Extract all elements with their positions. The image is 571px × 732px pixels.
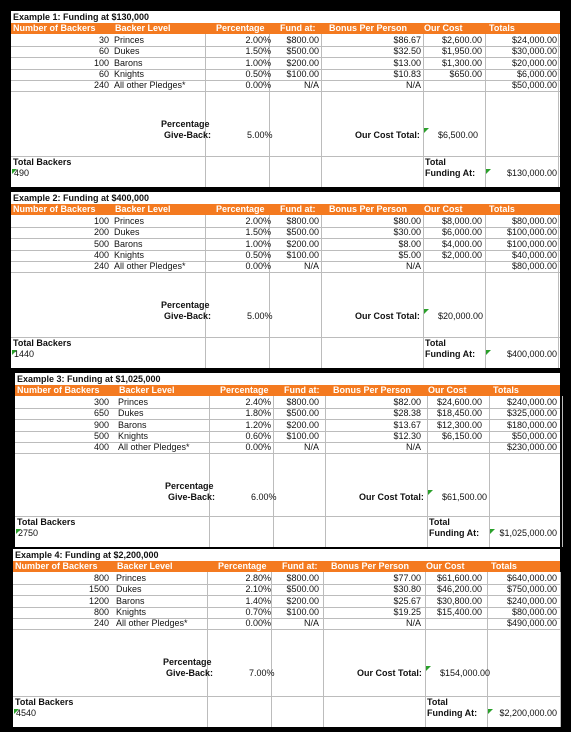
row-total: $240,000.00 [506, 595, 557, 606]
table-row [13, 573, 560, 584]
percentage: 0.00% [245, 261, 271, 272]
backer-level: Dukes [116, 584, 142, 595]
bonus-per-person: $82.00 [393, 397, 421, 407]
backer-count: 900 [93, 419, 109, 430]
giveback-value: 5.00% [247, 130, 273, 140]
table-row [11, 261, 560, 272]
table-row [13, 596, 560, 607]
bonus-per-person: $13.00 [393, 57, 421, 68]
our-cost: $30,800.00 [436, 595, 482, 606]
totals-label-row [11, 338, 560, 349]
column-header: Our Cost [428, 385, 467, 395]
row-total: $80,000.00 [511, 606, 557, 617]
total-label: Total [425, 338, 446, 348]
fund-at: $800.00 [286, 397, 319, 407]
bonus-per-person: $8.00 [398, 238, 421, 249]
backer-level: All other Pledges* [118, 442, 190, 453]
our-cost: $15,400.00 [436, 606, 482, 617]
bonus-per-person: $5.00 [398, 249, 421, 260]
column-header: Totals [489, 23, 515, 33]
example-panel [11, 11, 560, 187]
row-total: $20,000.00 [511, 57, 557, 68]
our-cost: $650.00 [449, 68, 482, 79]
column-header: Totals [493, 385, 519, 395]
total-label: Total [429, 517, 450, 527]
column-header: Percentage [218, 561, 267, 571]
backer-count: 500 [93, 238, 109, 249]
grid-line [13, 629, 560, 630]
bonus-per-person: $80.00 [393, 216, 421, 226]
giveback-row [11, 130, 560, 141]
fund-at: $800.00 [286, 573, 319, 583]
total-label: Total [425, 157, 446, 167]
percentage: 1.00% [245, 238, 271, 249]
giveback-label-row [11, 300, 560, 311]
backer-level: Dukes [114, 227, 140, 238]
cost-total-value: $154,000.00 [440, 668, 491, 678]
percentage-label: Percentage [161, 119, 210, 129]
giveback-row [11, 311, 560, 322]
row-total: $6,000.00 [516, 68, 557, 79]
column-header: Backer Level [115, 204, 171, 214]
error-marker-icon [12, 350, 17, 355]
percentage: 1.20% [245, 419, 271, 430]
error-marker-icon [424, 128, 429, 133]
funding-at-label: Funding At: [427, 708, 478, 718]
error-marker-icon [488, 709, 493, 714]
backer-level: Dukes [114, 46, 140, 57]
giveback-label: Give-Back: [164, 311, 212, 321]
giveback-row [15, 492, 560, 503]
row-total: $50,000.00 [511, 80, 557, 91]
backer-level: Knights [116, 606, 147, 617]
backer-level: Princes [116, 573, 147, 583]
backer-level: Barons [116, 595, 145, 606]
table-row [11, 58, 560, 69]
totals-value-row [11, 168, 560, 179]
bonus-per-person: $30.80 [393, 584, 421, 595]
percentage: 1.50% [245, 227, 271, 238]
giveback-label-row [15, 481, 560, 492]
table-row [11, 250, 560, 261]
percentage: 2.00% [245, 35, 271, 45]
table-row [15, 420, 560, 431]
backer-count: 30 [98, 35, 109, 45]
total-backers-label: Total Backers [13, 157, 72, 167]
total-backers-value: 2750 [18, 528, 39, 538]
table-row [15, 431, 560, 442]
bonus-per-person: $30.00 [393, 227, 421, 238]
backer-count: 200 [93, 227, 109, 238]
cost-total-value: $20,000.00 [438, 311, 484, 321]
example-panel [11, 192, 560, 368]
percentage-label: Percentage [165, 481, 214, 491]
column-header: Our Cost [424, 204, 463, 214]
row-total: $325,000.00 [506, 408, 557, 419]
percentage: 0.70% [245, 606, 271, 617]
table-row [15, 442, 560, 453]
cost-total-value: $61,500.00 [442, 492, 488, 502]
totals-value-row [11, 349, 560, 360]
column-header: Backer Level [115, 23, 171, 33]
bonus-per-person: N/A [405, 261, 421, 272]
grid-line [11, 156, 560, 157]
column-header: Number of Backers [17, 385, 100, 395]
our-cost: $18,450.00 [436, 408, 482, 419]
column-header: Percentage [216, 23, 265, 33]
row-total: $24,000.00 [511, 35, 557, 45]
percentage: 0.50% [245, 68, 271, 79]
column-header: Number of Backers [15, 561, 98, 571]
row-total: $750,000.00 [506, 584, 557, 595]
error-marker-icon [486, 350, 491, 355]
fund-at: $200.00 [286, 57, 319, 68]
column-header: Bonus Per Person [329, 204, 408, 214]
cost-total-value: $6,500.00 [438, 130, 479, 140]
totals-label-row [15, 517, 560, 528]
percentage: 0.00% [245, 80, 271, 91]
column-header: Backer Level [119, 385, 175, 395]
total-backers-label: Total Backers [15, 697, 74, 707]
bonus-per-person: $32.50 [393, 46, 421, 57]
table-row [11, 69, 560, 80]
percentage: 2.80% [245, 573, 271, 583]
percentage: 2.40% [245, 397, 271, 407]
bonus-per-person: N/A [405, 80, 421, 91]
table-row [13, 584, 560, 595]
fund-at: $100.00 [286, 606, 319, 617]
cost-total-label: Our Cost Total: [357, 668, 422, 678]
backer-level: All other Pledges* [114, 80, 186, 91]
our-cost: $2,600.00 [441, 35, 482, 45]
percentage-label: Percentage [161, 300, 210, 310]
fund-at: N/A [303, 442, 319, 453]
example-title: Example 1: Funding at $130,000 [13, 12, 150, 22]
cost-total-label: Our Cost Total: [355, 311, 420, 321]
backer-count: 1200 [88, 595, 109, 606]
error-marker-icon [428, 490, 433, 495]
fund-at: $500.00 [286, 227, 319, 238]
column-header: Totals [489, 204, 515, 214]
row-total: $180,000.00 [506, 419, 557, 430]
column-header: Fund at: [280, 204, 316, 214]
giveback-value: 5.00% [247, 311, 273, 321]
funding-at-label: Funding At: [425, 168, 476, 178]
percentage: 1.80% [245, 408, 271, 419]
our-cost: $6,000.00 [441, 227, 482, 238]
percentage: 2.10% [245, 584, 271, 595]
backer-count: 240 [93, 80, 109, 91]
column-header-row [11, 23, 560, 34]
percentage: 0.00% [245, 618, 271, 629]
backer-level: Dukes [118, 408, 144, 419]
example-title: Example 3: Funding at $1,025,000 [17, 374, 161, 384]
bonus-per-person: $86.67 [393, 35, 421, 45]
column-header: Percentage [216, 204, 265, 214]
cost-total-label: Our Cost Total: [355, 130, 420, 140]
table-row [11, 227, 560, 238]
error-marker-icon [14, 709, 19, 714]
bonus-per-person: $13.67 [393, 419, 421, 430]
funding-at-label: Funding At: [429, 528, 480, 538]
our-cost: $12,300.00 [436, 419, 482, 430]
totals-value-row [15, 528, 560, 539]
backer-level: All other Pledges* [116, 618, 188, 629]
backer-count: 240 [93, 261, 109, 272]
our-cost: $61,600.00 [436, 573, 482, 583]
error-marker-icon [426, 666, 431, 671]
column-header-row [11, 204, 560, 215]
backer-count: 400 [93, 442, 109, 453]
fund-at: $500.00 [286, 408, 319, 419]
fund-at: $500.00 [286, 46, 319, 57]
column-header: Bonus Per Person [331, 561, 410, 571]
error-marker-icon [12, 169, 17, 174]
table-row [13, 618, 560, 629]
column-header: Bonus Per Person [329, 23, 408, 33]
table-row [15, 408, 560, 419]
percentage: 1.50% [245, 46, 271, 57]
giveback-label: Give-Back: [168, 492, 216, 502]
total-backers-label: Total Backers [17, 517, 76, 527]
funding-at-value: $1,025,000.00 [499, 528, 557, 538]
grid-line [13, 696, 560, 697]
our-cost: $46,200.00 [436, 584, 482, 595]
row-total: $80,000.00 [511, 216, 557, 226]
total-backers-value: 4540 [16, 708, 37, 718]
grid-line [15, 516, 560, 517]
bonus-per-person: N/A [405, 442, 421, 453]
table-row [11, 216, 560, 227]
total-backers-value: 490 [14, 168, 30, 178]
row-total: $40,000.00 [511, 249, 557, 260]
funding-at-value: $400,000.00 [506, 349, 557, 359]
grid-line [11, 337, 560, 338]
grid-line [562, 396, 563, 547]
backer-level: Knights [114, 68, 145, 79]
giveback-value: 7.00% [249, 668, 275, 678]
backer-level: Knights [114, 249, 145, 260]
table-row [15, 397, 560, 408]
column-header: Fund at: [284, 385, 320, 395]
backer-count: 400 [93, 249, 109, 260]
column-header-row [13, 561, 560, 572]
backer-count: 650 [93, 408, 109, 419]
backer-level: Barons [114, 238, 143, 249]
error-marker-icon [490, 529, 495, 534]
column-header: Our Cost [426, 561, 465, 571]
fund-at: $800.00 [286, 35, 319, 45]
backer-level: Princes [118, 397, 149, 407]
backer-count: 100 [93, 216, 109, 226]
giveback-label: Give-Back: [164, 130, 212, 140]
fund-at: $200.00 [286, 595, 319, 606]
bonus-per-person: N/A [405, 618, 421, 629]
funding-at-label: Funding At: [425, 349, 476, 359]
column-header: Percentage [220, 385, 269, 395]
funding-at-value: $2,200,000.00 [499, 708, 557, 718]
backer-level: Barons [118, 419, 147, 430]
table-row [11, 80, 560, 91]
row-total: $100,000.00 [506, 227, 557, 238]
percentage: 0.00% [245, 442, 271, 453]
column-header: Totals [491, 561, 517, 571]
our-cost: $4,000.00 [441, 238, 482, 249]
row-total: $50,000.00 [511, 430, 557, 441]
percentage: 0.60% [245, 430, 271, 441]
total-label: Total [427, 697, 448, 707]
fund-at: $100.00 [286, 68, 319, 79]
example-panel [13, 549, 560, 727]
error-marker-icon [486, 169, 491, 174]
total-backers-label: Total Backers [13, 338, 72, 348]
backer-level: Knights [118, 430, 149, 441]
fund-at: $500.00 [286, 584, 319, 595]
totals-label-row [13, 697, 560, 708]
giveback-row [13, 668, 560, 679]
our-cost: $1,300.00 [441, 57, 482, 68]
table-row [11, 35, 560, 46]
column-header: Number of Backers [13, 23, 96, 33]
percentage: 1.40% [245, 595, 271, 606]
error-marker-icon [16, 529, 21, 534]
backer-count: 1500 [88, 584, 109, 595]
backer-count: 800 [93, 573, 109, 583]
bonus-per-person: $25.67 [393, 595, 421, 606]
backer-count: 300 [93, 397, 109, 407]
column-header: Number of Backers [13, 204, 96, 214]
row-total: $30,000.00 [511, 46, 557, 57]
column-header: Our Cost [424, 23, 463, 33]
fund-at: N/A [303, 80, 319, 91]
backer-count: 800 [93, 606, 109, 617]
cost-total-label: Our Cost Total: [359, 492, 424, 502]
bonus-per-person: $28.38 [393, 408, 421, 419]
grid-line [11, 272, 560, 273]
row-total: $640,000.00 [506, 573, 557, 583]
backer-level: All other Pledges* [114, 261, 186, 272]
grid-line [15, 453, 560, 454]
backer-count: 100 [93, 57, 109, 68]
table-row [13, 607, 560, 618]
funding-at-value: $130,000.00 [506, 168, 557, 178]
our-cost: $1,950.00 [441, 46, 482, 57]
row-total: $490,000.00 [506, 618, 557, 629]
bonus-per-person: $12.30 [393, 430, 421, 441]
fund-at: $800.00 [286, 216, 319, 226]
example-title: Example 2: Funding at $400,000 [13, 193, 150, 203]
our-cost: $8,000.00 [441, 216, 482, 226]
row-total: $240,000.00 [506, 397, 557, 407]
backer-count: 500 [93, 430, 109, 441]
giveback-value: 6.00% [251, 492, 277, 502]
example-panel [15, 373, 560, 547]
our-cost: $24,600.00 [436, 397, 482, 407]
fund-at: $100.00 [286, 430, 319, 441]
bonus-per-person: $19.25 [393, 606, 421, 617]
our-cost: $2,000.00 [441, 249, 482, 260]
table-row [11, 46, 560, 57]
example-title: Example 4: Funding at $2,200,000 [15, 550, 159, 560]
total-backers-value: 1440 [14, 349, 35, 359]
percentage: 2.00% [245, 216, 271, 226]
row-total: $100,000.00 [506, 238, 557, 249]
column-header-row [15, 385, 560, 396]
row-total: $80,000.00 [511, 261, 557, 272]
column-header: Fund at: [282, 561, 318, 571]
totals-label-row [11, 157, 560, 168]
giveback-label: Give-Back: [166, 668, 214, 678]
column-header: Bonus Per Person [333, 385, 412, 395]
our-cost: $6,150.00 [441, 430, 482, 441]
grid-line [11, 91, 560, 92]
backer-level: Barons [114, 57, 143, 68]
fund-at: N/A [303, 618, 319, 629]
column-header: Backer Level [117, 561, 173, 571]
grid-line [560, 572, 561, 727]
fund-at: $100.00 [286, 249, 319, 260]
backer-count: 240 [93, 618, 109, 629]
fund-at: $200.00 [286, 238, 319, 249]
backer-level: Princes [114, 216, 145, 226]
percentage-label: Percentage [163, 657, 212, 667]
giveback-label-row [13, 657, 560, 668]
percentage: 1.00% [245, 57, 271, 68]
fund-at: N/A [303, 261, 319, 272]
totals-value-row [13, 708, 560, 719]
bonus-per-person: $10.83 [393, 68, 421, 79]
error-marker-icon [424, 309, 429, 314]
backer-count: 60 [98, 46, 109, 57]
giveback-label-row [11, 119, 560, 130]
fund-at: $200.00 [286, 419, 319, 430]
bonus-per-person: $77.00 [393, 573, 421, 583]
column-header: Fund at: [280, 23, 316, 33]
percentage: 0.50% [245, 249, 271, 260]
backer-count: 60 [98, 68, 109, 79]
backer-level: Princes [114, 35, 145, 45]
table-row [11, 239, 560, 250]
row-total: $230,000.00 [506, 442, 557, 453]
